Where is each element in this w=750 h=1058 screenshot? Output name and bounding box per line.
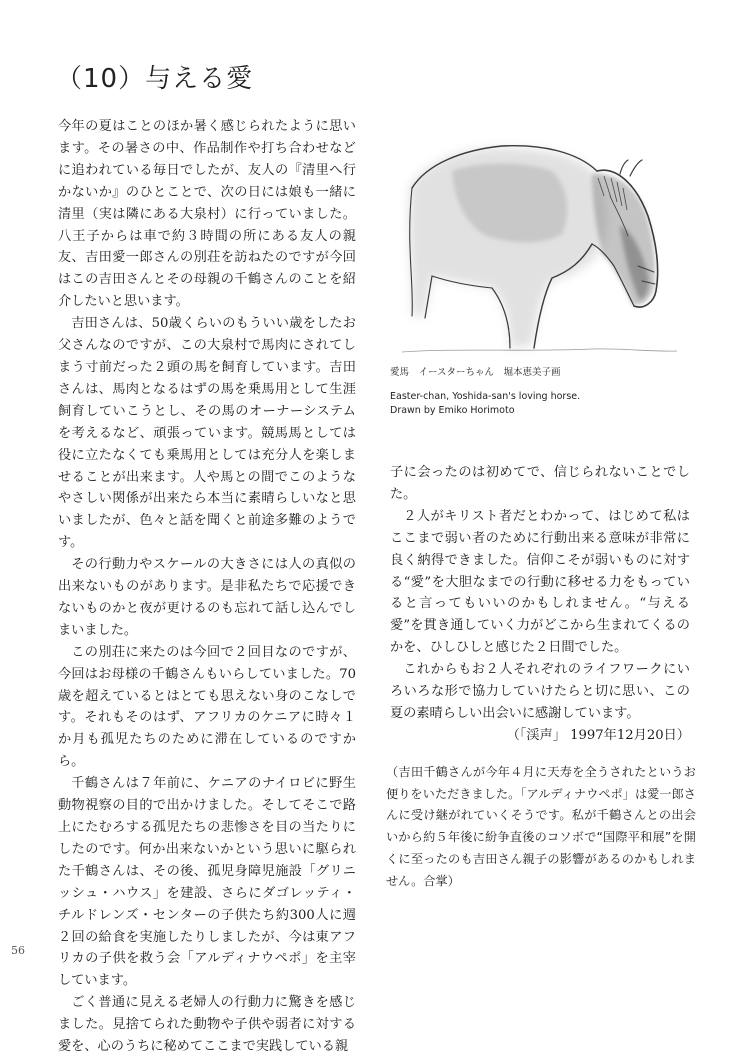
illustration-caption	[390, 366, 690, 418]
paragraph: これからもお２人それぞれのライフワークにいろいろな形で協力していけたらと切に思い、この夏の素晴らしい出会いに感謝しています。	[390, 662, 690, 721]
paragraph: その行動力やスケールの大きさには人の真似の出来ないものがあります。是非私たちで応援できないものかと夜が更けるのも忘れて話し込んでしまいました。	[58, 557, 356, 638]
paragraph: 今年の夏はことのほか暑く感じられたように思います。その暑さの中、作品制作や打ち合わせなどに追われている毎日でしたが、友人の『清里へ行かないか』のひとことで、次の日には娘も一緒に清里（実は隣にある大泉村）に行っていました。八王子からは車で約３時間の所にある友人の親友、吉田愛一郎さんの別荘を訪ねたのですが今回はこの吉田さんとその母親の千鶴さんのことを紹介したいと思います。	[58, 119, 356, 310]
horse-illustration	[392, 116, 684, 362]
caption-english-line1: Easter-chan, Yoshida-san's loving horse.	[390, 391, 581, 402]
paragraph: ごく普通に見える老婦人の行動力に驚きを感じました。見捨てられた動物や子供や弱者に対する愛を、心のうちに秘めてここまで実践している親	[58, 995, 356, 1055]
body-column-left	[58, 116, 356, 1058]
paragraph: この別荘に来たのは今回で２回目なのですが、今回はお母様の千鶴さんもいらしていました。70歳を超えているとはとても思えない身のこなしです。それもそのはず、アフリカのケニアに時々１か月も孤児たちのために滞在しているのですから。	[58, 644, 356, 770]
page-title: （10）与える愛	[56, 64, 254, 94]
caption-english-line2: Drawn by Emiko Horimoto	[390, 405, 515, 416]
paragraph: ２人がキリスト者だとわかって、はじめて私はここまで弱い者のために行動出来る意味が非常に良く納得できました。信仰こそが弱いものに対する“愛”を大胆なまでの行動に移せる力をもっていると言ってもいいのかもしれません。“与える愛”を貫き通していく力がどこから生まれてくるのかを、ひしひしと感じた２日間でした。	[390, 508, 690, 656]
page-number: 56	[11, 944, 25, 957]
caption-japanese: 愛馬 イースターちゃん 堀本恵美子画	[390, 367, 561, 378]
paragraph: 子に会ったのは初めてで、信じられないことでした。	[390, 465, 690, 502]
paragraph: 千鶴さんは７年前に、ケニアのナイロビに野生動物視察の目的で出かけました。そしてそこで路上にたむろする孤児たちの悲惨さを目の当たりにしたのです。何か出来ないかという思いに駆られた千鶴さんは、その後、孤児身障児施設「グリニッシュ・ハウス」を建設、さらにダゴレッティ・チルドレンズ・センターの子供たち約300人に週２回の給食を実施したりしましたが、今は東アフリカの子供を救う会「アルディナウペポ」を主宰しています。	[58, 776, 356, 989]
postscript-note: （吉田千鶴さんが今年４月に天寿を全うされたというお便りをいただきました。「アルディナウペポ」は愛一郎さんに受け継がれていくそうです。私が千鶴さんとの出会いから約５年後に紛争直後のコソボで“国際平和展”を開くに至ったのも吉田さん親子の影響があるのかもしれません。合掌）	[386, 765, 696, 888]
source-citation: （「渓声」 1997年12月20日）	[506, 727, 690, 743]
paragraph: 吉田さんは、50歳くらいのもういい歳をしたお父さんなのですが、この大泉村で馬肉にされてしまう寸前だった２頭の馬を飼育しています。吉田さんは、馬肉となるはずの馬を乗馬用として生涯飼育していこうとし、その馬のオーナーシステムを考えるなど、頑張っています。競馬馬としては役に立たなくても乗馬用としては充分人を楽しませることが出来ます。人や馬との間でこのようなやさしい関係が出来たら本当に素晴らしいなと思いましたが、色々と話を聞くと前途多難のようです。	[58, 316, 356, 551]
body-column-right	[390, 462, 690, 747]
